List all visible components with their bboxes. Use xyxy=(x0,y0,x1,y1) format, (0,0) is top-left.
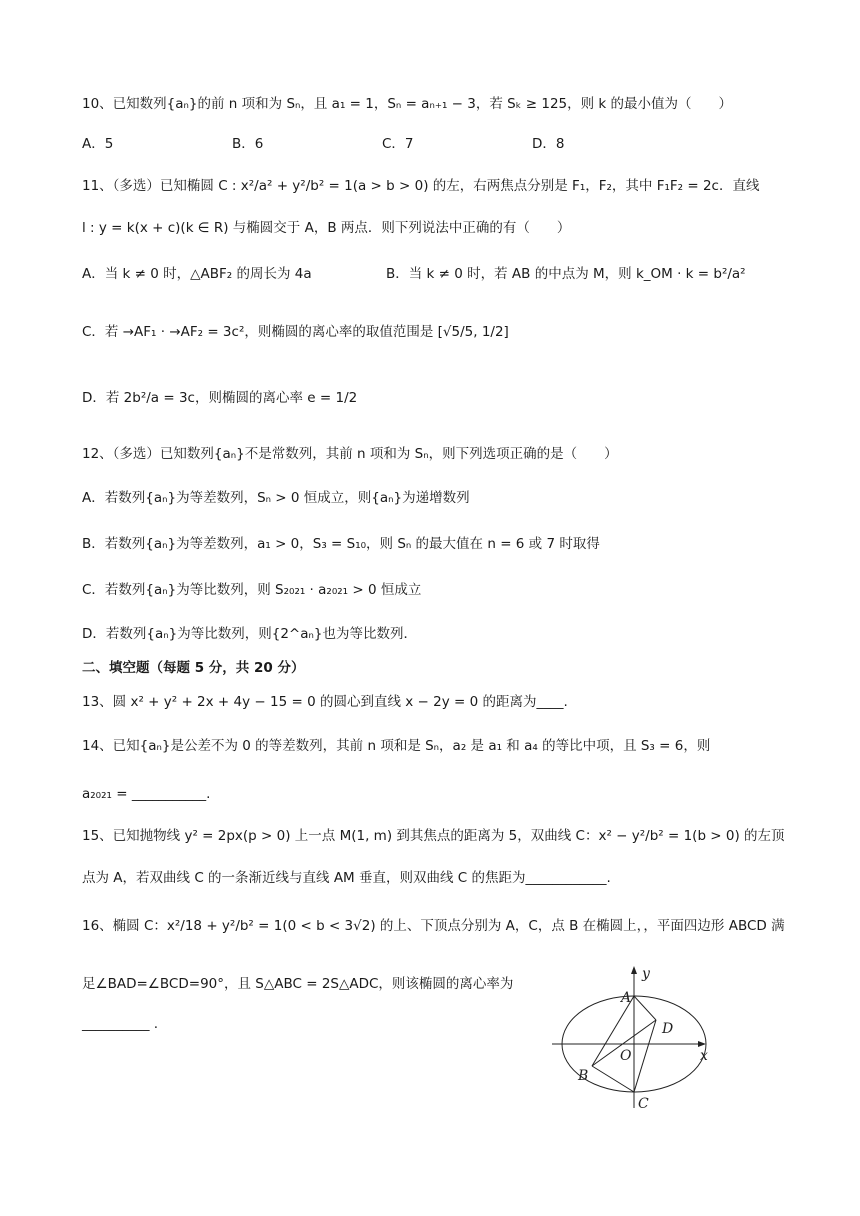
label-b: B xyxy=(578,1068,589,1084)
q10-option-a: A．5 xyxy=(82,136,114,152)
q13-stem: 13、圆 x² + y² + 2x + 4y − 15 = 0 的圆心到直线 x − 2y = 0 的距离为____. xyxy=(82,694,568,710)
q11-stem-line2: l : y = k(x + c)(k ∈ R) 与椭圆交于 A，B 两点．则下列说法中正确的有（ ） xyxy=(82,220,571,236)
ellipse-figure xyxy=(548,962,720,1112)
q11-option-d: D．若 2b²/a = 3c，则椭圆的离心率 e = 1/2 xyxy=(82,390,358,406)
label-a: A xyxy=(621,990,632,1006)
segment-bc xyxy=(592,1066,634,1092)
q16-stem-line2: 足∠BAD=∠BCD=90°，且 S△ABC = 2S△ADC，则该椭圆的离心率为 xyxy=(82,976,514,992)
q12-option-d: D．若数列{aₙ}为等比数列，则{2^aₙ}也为等比数列． xyxy=(82,626,417,642)
x-axis-arrow xyxy=(698,1041,706,1047)
q15-stem-line2: 点为 A，若双曲线 C 的一条渐近线与直线 AM 垂直，则双曲线 C 的焦距为____________. xyxy=(82,870,611,886)
q12-stem: 12、（多选）已知数列{aₙ}不是常数列，其前 n 项和为 Sₙ，则下列选项正确的是（ ） xyxy=(82,446,618,462)
label-y: y xyxy=(642,966,650,982)
segment-ad xyxy=(634,996,656,1020)
q10-option-b: B．6 xyxy=(232,136,264,152)
q12-option-a: A．若数列{aₙ}为等差数列，Sₙ > 0 恒成立，则{aₙ}为递增数列 xyxy=(82,490,470,506)
q12-option-b: B．若数列{aₙ}为等差数列，a₁ > 0，S₃ = S₁₀，则 Sₙ 的最大值在 n = 6 或 7 时取得 xyxy=(82,536,600,552)
q11-option-c: C．若 →AF₁ · →AF₂ = 3c²，则椭圆的离心率的取值范围是 [√5/5, 1/2] xyxy=(82,324,509,340)
label-d: D xyxy=(662,1021,674,1037)
q15-stem-line1: 15、已知抛物线 y² = 2px(p > 0) 上一点 M(1, m) 到其焦点的距离为 5，双曲线 C：x² − y²/b² = 1(b > 0) 的左顶 xyxy=(82,828,785,844)
section-title-fill-in: 二、填空题（每题 5 分，共 20 分） xyxy=(82,660,305,676)
q10-option-d: D．8 xyxy=(532,136,565,152)
q10-option-c: C．7 xyxy=(382,136,414,152)
label-c: C xyxy=(638,1096,649,1112)
q12-option-c: C．若数列{aₙ}为等比数列，则 S₂₀₂₁ · a₂₀₂₁ > 0 恒成立 xyxy=(82,582,422,598)
label-x: x xyxy=(700,1048,708,1064)
q16-stem-line1: 16、椭圆 C：x²/18 + y²/b² = 1(0 < b < 3√2) 的上、下顶点分别为 A，C，点 B 在椭圆上，，平面四边形 ABCD 满 xyxy=(82,918,785,934)
q11-stem-line1: 11、（多选）已知椭圆 C : x²/a² + y²/b² = 1(a > b > 0) 的左，右两焦点分别是 F₁，F₂，其中 F₁F₂ = 2c．直线 xyxy=(82,178,760,194)
label-o: O xyxy=(620,1048,632,1064)
segment-cd xyxy=(634,1020,656,1092)
q11-option-a: A．当 k ≠ 0 时，△ABF₂ 的周长为 4a xyxy=(82,266,312,282)
q14-stem-line2: a₂₀₂₁ = ___________. xyxy=(82,786,211,802)
q16-answer-blank: __________ . xyxy=(82,1016,159,1032)
q14-stem-line1: 14、已知{aₙ}是公差不为 0 的等差数列，其前 n 项和是 Sₙ，a₂ 是 a₁ 和 a₄ 的等比中项，且 S₃ = 6，则 xyxy=(82,738,711,754)
y-axis-arrow xyxy=(631,966,637,974)
q10-stem: 10、已知数列{aₙ}的前 n 项和为 Sₙ，且 a₁ = 1，Sₙ = aₙ₊₁ − 3，若 Sₖ ≥ 125，则 k 的最小值为（ ） xyxy=(82,96,733,112)
q11-option-b: B．当 k ≠ 0 时，若 AB 的中点为 M，则 k_OM · k = b²/a² xyxy=(386,266,746,282)
